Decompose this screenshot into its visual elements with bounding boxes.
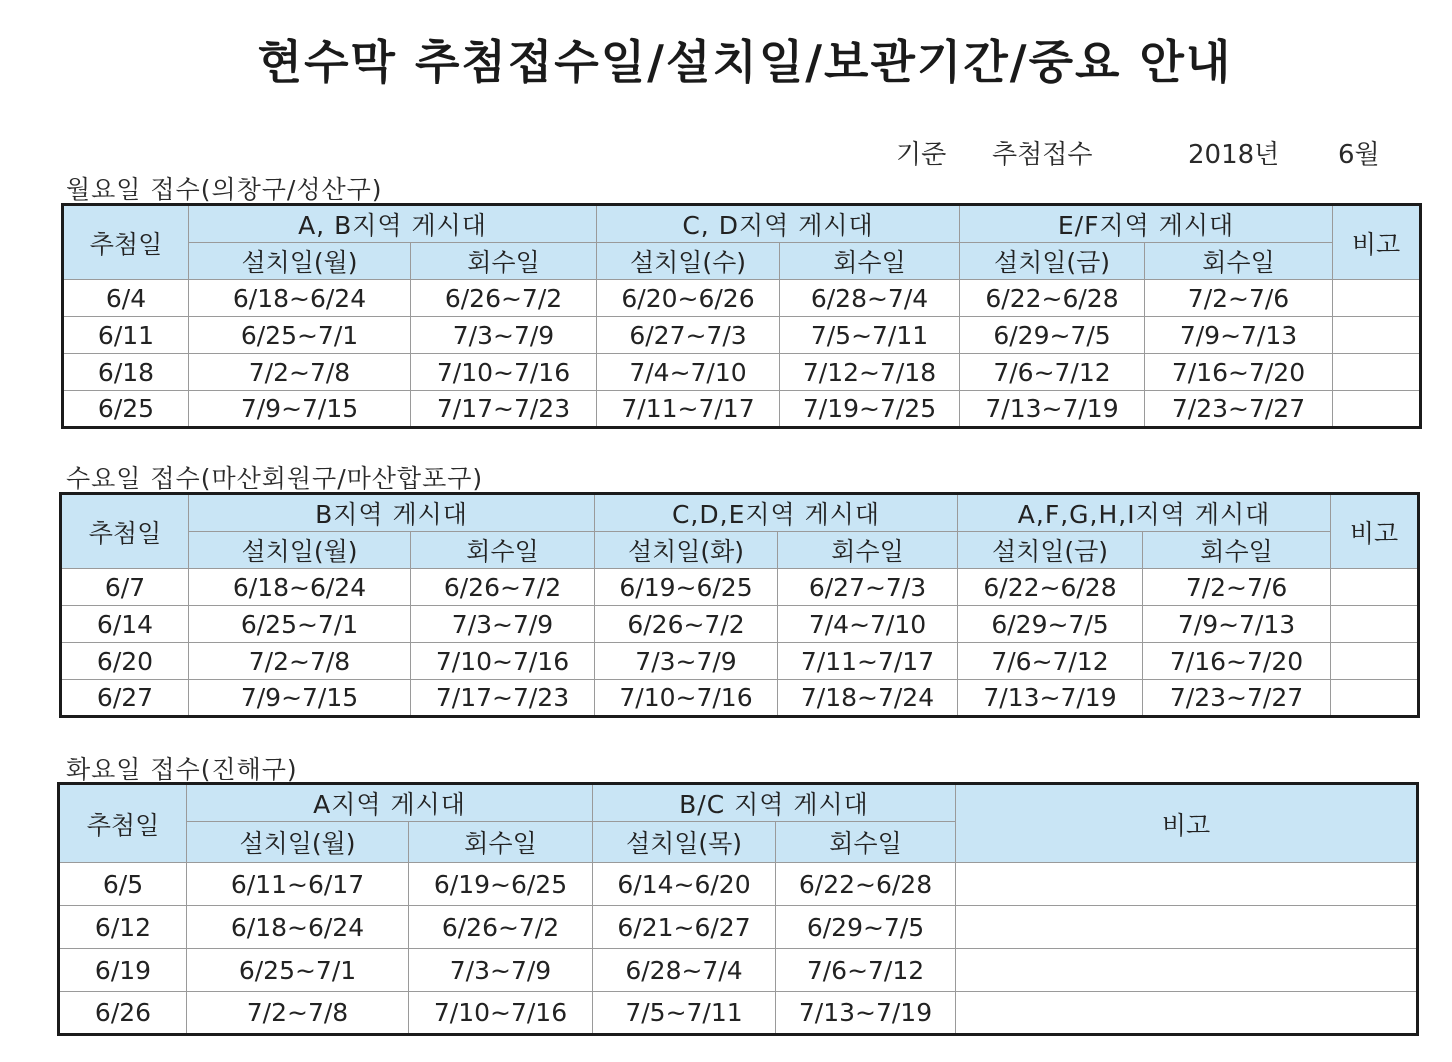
header-collect-day: 회수일 xyxy=(409,822,593,863)
collect-period-cell: 7/10~7/16 xyxy=(411,354,597,391)
install-period-cell: 6/19~6/25 xyxy=(595,569,778,606)
header-collect-day: 회수일 xyxy=(411,532,595,569)
draw-date-cell: 6/4 xyxy=(63,280,189,317)
table-row xyxy=(63,354,1421,391)
install-period-cell: 7/13~7/19 xyxy=(960,391,1145,428)
collect-period-cell: 7/4~7/10 xyxy=(778,606,958,643)
remark-cell xyxy=(1331,643,1419,680)
header-draw-day: 추첨일 xyxy=(61,494,189,569)
install-period-cell: 6/18~6/24 xyxy=(187,906,409,949)
collect-period-cell: 6/28~7/4 xyxy=(780,280,960,317)
remark-cell xyxy=(1331,606,1419,643)
draw-date-cell: 6/5 xyxy=(59,863,187,906)
collect-period-cell: 7/10~7/16 xyxy=(409,992,593,1035)
install-period-cell: 7/2~7/8 xyxy=(187,992,409,1035)
install-period-cell: 7/10~7/16 xyxy=(595,680,778,717)
collect-period-cell: 7/16~7/20 xyxy=(1143,643,1331,680)
draw-date-cell: 6/25 xyxy=(63,391,189,428)
collect-period-cell: 6/26~7/2 xyxy=(411,569,595,606)
header-collect-day: 회수일 xyxy=(1143,532,1331,569)
header-install-day: 설치일(금) xyxy=(958,532,1143,569)
header-group-name: B/C 지역 게시대 xyxy=(593,784,956,822)
table-row xyxy=(61,643,1419,680)
collect-period-cell: 6/26~7/2 xyxy=(409,906,593,949)
header-collect-day: 회수일 xyxy=(780,243,960,280)
header-group-name: A,F,G,H,I지역 게시대 xyxy=(958,494,1331,532)
install-period-cell: 7/3~7/9 xyxy=(595,643,778,680)
header-remark: 비고 xyxy=(956,784,1418,863)
collect-period-cell: 7/10~7/16 xyxy=(411,643,595,680)
remark-cell xyxy=(1331,569,1419,606)
collect-period-cell: 7/2~7/6 xyxy=(1143,569,1331,606)
install-period-cell: 7/6~7/12 xyxy=(958,643,1143,680)
header-group-name: E/F지역 게시대 xyxy=(960,205,1333,243)
collect-period-cell: 7/12~7/18 xyxy=(780,354,960,391)
install-period-cell: 6/11~6/17 xyxy=(187,863,409,906)
header-collect-day: 회수일 xyxy=(411,243,597,280)
install-period-cell: 7/4~7/10 xyxy=(597,354,780,391)
collect-period-cell: 6/29~7/5 xyxy=(776,906,956,949)
collect-period-cell: 7/23~7/27 xyxy=(1145,391,1333,428)
collect-period-cell: 7/11~7/17 xyxy=(778,643,958,680)
section-label-monday: 월요일 접수(의창구/성산구) xyxy=(66,175,383,204)
table-row xyxy=(59,992,1418,1035)
header-remark: 비고 xyxy=(1331,494,1419,569)
header-group-name: C, D지역 게시대 xyxy=(597,205,960,243)
collect-period-cell: 7/3~7/9 xyxy=(409,949,593,992)
table-row xyxy=(61,569,1419,606)
header-install-day: 설치일(월) xyxy=(189,243,411,280)
table-row xyxy=(59,863,1418,906)
install-period-cell: 6/20~6/26 xyxy=(597,280,780,317)
install-period-cell: 6/29~7/5 xyxy=(958,606,1143,643)
header-group-name: B지역 게시대 xyxy=(189,494,595,532)
install-period-cell: 6/25~7/1 xyxy=(187,949,409,992)
remark-cell xyxy=(956,906,1418,949)
table-row xyxy=(63,280,1421,317)
remark-cell xyxy=(956,992,1418,1035)
install-period-cell: 7/9~7/15 xyxy=(189,391,411,428)
draw-date-cell: 6/19 xyxy=(59,949,187,992)
header-install-day: 설치일(금) xyxy=(960,243,1145,280)
install-period-cell: 7/2~7/8 xyxy=(189,354,411,391)
install-period-cell: 7/5~7/11 xyxy=(593,992,776,1035)
header-install-day: 설치일(월) xyxy=(189,532,411,569)
install-period-cell: 6/22~6/28 xyxy=(958,569,1143,606)
collect-period-cell: 7/6~7/12 xyxy=(776,949,956,992)
collect-period-cell: 6/22~6/28 xyxy=(776,863,956,906)
collect-period-cell: 7/2~7/6 xyxy=(1145,280,1333,317)
draw-date-cell: 6/14 xyxy=(61,606,189,643)
header-collect-day: 회수일 xyxy=(776,822,956,863)
collect-period-cell: 7/16~7/20 xyxy=(1145,354,1333,391)
install-period-cell: 7/9~7/15 xyxy=(189,680,411,717)
table-row xyxy=(61,606,1419,643)
install-period-cell: 6/22~6/28 xyxy=(960,280,1145,317)
month-label: 6월 xyxy=(1338,140,1380,170)
collect-period-cell: 6/26~7/2 xyxy=(411,280,597,317)
header-install-day: 설치일(목) xyxy=(593,822,776,863)
header-install-day: 설치일(수) xyxy=(597,243,780,280)
install-period-cell: 6/26~7/2 xyxy=(595,606,778,643)
install-period-cell: 7/6~7/12 xyxy=(960,354,1145,391)
header-install-day: 설치일(화) xyxy=(595,532,778,569)
collect-period-cell: 7/23~7/27 xyxy=(1143,680,1331,717)
collect-period-cell: 7/5~7/11 xyxy=(780,317,960,354)
install-period-cell: 6/28~7/4 xyxy=(593,949,776,992)
header-collect-day: 회수일 xyxy=(1145,243,1333,280)
remark-cell xyxy=(1333,317,1421,354)
remark-cell xyxy=(1333,391,1421,428)
draw-date-cell: 6/26 xyxy=(59,992,187,1035)
collect-period-cell: 6/19~6/25 xyxy=(409,863,593,906)
collect-period-cell: 7/3~7/9 xyxy=(411,606,595,643)
install-period-cell: 7/2~7/8 xyxy=(189,643,411,680)
page-title: 현수막 추첨접수일/설치일/보관기간/중요 안내 xyxy=(257,35,1233,89)
year-label: 2018년 xyxy=(1188,140,1280,170)
table-row xyxy=(59,949,1418,992)
install-period-cell: 6/18~6/24 xyxy=(189,569,411,606)
schedule-table-wednesday xyxy=(59,492,1420,718)
install-period-cell: 7/13~7/19 xyxy=(958,680,1143,717)
header-collect-day: 회수일 xyxy=(778,532,958,569)
collect-period-cell: 7/19~7/25 xyxy=(780,391,960,428)
install-period-cell: 6/29~7/5 xyxy=(960,317,1145,354)
remark-cell xyxy=(956,863,1418,906)
install-period-cell: 7/11~7/17 xyxy=(597,391,780,428)
draw-date-cell: 6/12 xyxy=(59,906,187,949)
collect-period-cell: 7/3~7/9 xyxy=(411,317,597,354)
install-period-cell: 6/27~7/3 xyxy=(597,317,780,354)
header-remark: 비고 xyxy=(1333,205,1421,280)
remark-cell xyxy=(1331,680,1419,717)
collect-period-cell: 7/17~7/23 xyxy=(411,680,595,717)
header-group-name: A지역 게시대 xyxy=(187,784,593,822)
draw-date-cell: 6/27 xyxy=(61,680,189,717)
draw-date-cell: 6/20 xyxy=(61,643,189,680)
draw-date-cell: 6/11 xyxy=(63,317,189,354)
draw-date-cell: 6/7 xyxy=(61,569,189,606)
draw-date-cell: 6/18 xyxy=(63,354,189,391)
install-period-cell: 6/25~7/1 xyxy=(189,606,411,643)
remark-cell xyxy=(1333,354,1421,391)
remark-cell xyxy=(956,949,1418,992)
install-period-cell: 6/25~7/1 xyxy=(189,317,411,354)
collect-period-cell: 7/9~7/13 xyxy=(1143,606,1331,643)
remark-cell xyxy=(1333,280,1421,317)
collect-period-cell: 7/13~7/19 xyxy=(776,992,956,1035)
table-row xyxy=(59,906,1418,949)
table-row xyxy=(63,391,1421,428)
install-period-cell: 6/18~6/24 xyxy=(189,280,411,317)
table-row xyxy=(61,680,1419,717)
draw-label: 추첨접수 xyxy=(992,140,1093,170)
schedule-table-tuesday xyxy=(57,782,1419,1036)
basis-label: 기준 xyxy=(896,140,947,170)
collect-period-cell: 7/9~7/13 xyxy=(1145,317,1333,354)
collect-period-cell: 7/18~7/24 xyxy=(778,680,958,717)
header-draw-day: 추첨일 xyxy=(59,784,187,863)
section-label-tuesday: 화요일 접수(진해구) xyxy=(66,755,298,784)
collect-period-cell: 7/17~7/23 xyxy=(411,391,597,428)
header-install-day: 설치일(월) xyxy=(187,822,409,863)
collect-period-cell: 6/27~7/3 xyxy=(778,569,958,606)
section-label-wednesday: 수요일 접수(마산회원구/마산합포구) xyxy=(66,464,484,493)
schedule-table-monday xyxy=(61,203,1422,429)
header-group-name: C,D,E지역 게시대 xyxy=(595,494,958,532)
table-row xyxy=(63,317,1421,354)
install-period-cell: 6/21~6/27 xyxy=(593,906,776,949)
header-draw-day: 추첨일 xyxy=(63,205,189,280)
header-group-name: A, B지역 게시대 xyxy=(189,205,597,243)
install-period-cell: 6/14~6/20 xyxy=(593,863,776,906)
